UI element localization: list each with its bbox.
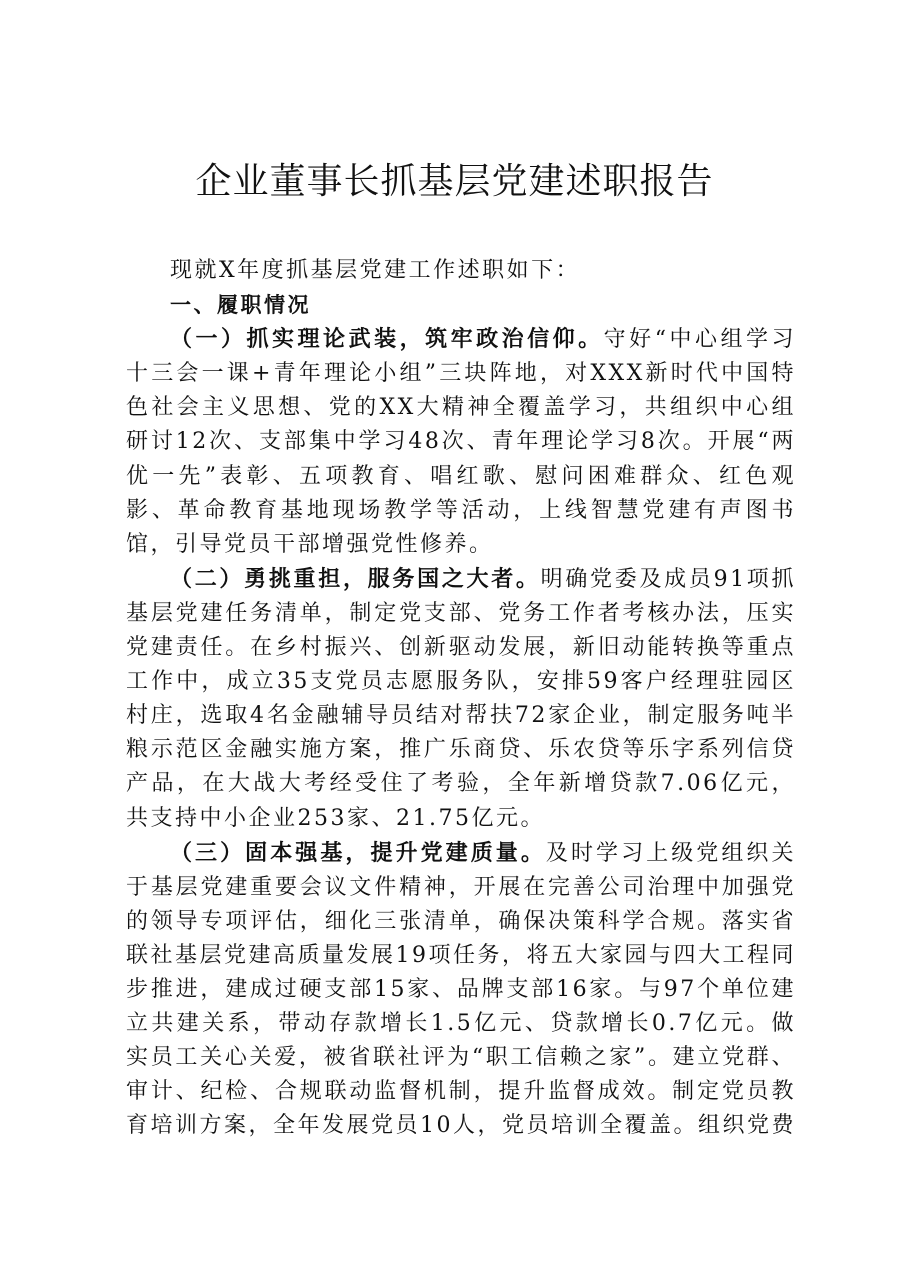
paragraph-1: [126, 322, 796, 562]
paragraph-2: [126, 562, 796, 836]
paragraph-3: [126, 836, 796, 1144]
paragraph-1-lead: （一）抓实理论武装，筑牢政治信仰。: [170, 326, 604, 353]
paragraph-3-lead: （三）固本强基，提升党建质量。: [170, 839, 546, 866]
paragraph-3-text: 及时学习上级党组织关于基层党建重要会议文件精神，开展在完善公司治理中加强党的领导专项评估，细化三张清单，确保决策科学合规。落实省联社基层党建高质量发展19项任务，将五大家园与四大工程同步推进，建成过硬支部15家、品牌支部16家。与97个单位建立共建关系，带动存款增长1.5亿元、贷款增长0.7亿元。做实员工关心关爱，被省联社评为“职工信赖之家”。建立党群、审计、纪检、合规联动监督机制，提升监督成效。制定党员教育培训方案，全年发展党员10人，党员培训全覆盖。组织党费: [126, 840, 796, 1139]
section-heading: 一、履职情况: [170, 293, 311, 318]
paragraph-2-lead: （二）勇挑重担，服务国之大者。: [170, 565, 541, 592]
intro-paragraph: 现就X年度抓基层党建工作述职如下：: [170, 258, 581, 283]
paragraph-1-text: 守好“中心组学习十三会一课+青年理论小组”三块阵地，对XXX新时代中国特色社会主义思想、党的XX大精神全覆盖学习，共组织中心组研讨12次、支部集中学习48次、青年理论学习8次。开展“两优一先”表彰、五项教育、唱红歌、慰问困难群众、红色观影、革命教育基地现场教学等活动，上线智慧党建有声图书馆，引导党员干部增强党性修养。: [126, 327, 796, 557]
document-title: 企业董事长抓基层党建述职报告: [195, 161, 714, 202]
paragraph-2-text: 明确党委及成员91项抓基层党建任务清单，制定党支部、党务工作者考核办法，压实党建责任。在乡村振兴、创新驱动发展，新旧动能转换等重点工作中，成立35支党员志愿服务队，安排59客户经理驻园区村庄，选取4名金融辅导员结对帮扶72家企业，制定服务吨半粮示范区金融实施方案，推广乐商贷、乐农贷等乐字系列信贷产品，在大战大考经受住了考验，全年新增贷款7.06亿元，共支持中小企业253家、21.75亿元。: [126, 566, 796, 831]
document-body: [126, 254, 796, 1143]
